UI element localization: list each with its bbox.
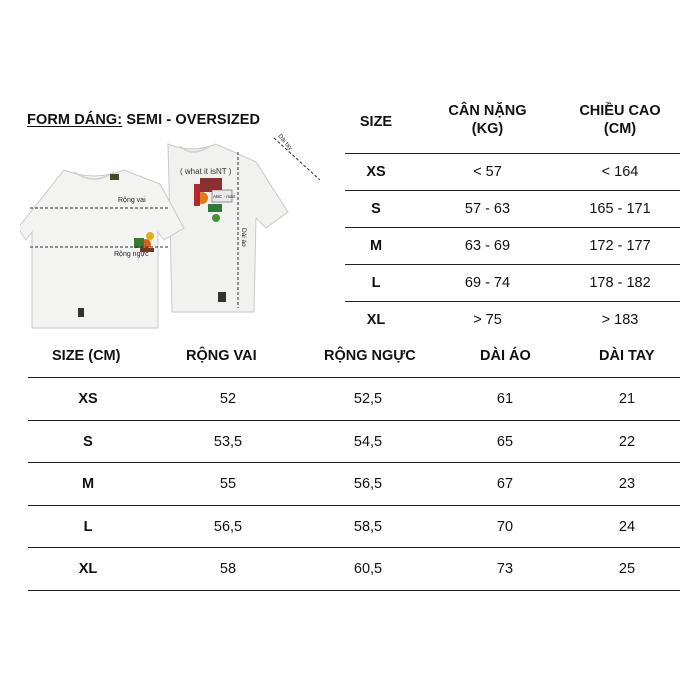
tshirt-illustration [20,132,320,342]
form-title [27,112,260,128]
length-cell: 73 [496,561,514,577]
sleeve-cell: 22 [618,433,636,450]
measurements-table [28,340,680,591]
table-row [28,463,680,506]
size-cell: M [369,238,383,254]
sleeve-cell: 21 [618,391,636,407]
height-header [560,102,680,138]
table-row [28,548,680,591]
chest-cell: 60,5 [353,561,383,577]
form-label: FORM DÁNG: [27,112,123,128]
chest-cell: 54,5 [353,433,383,450]
length-cell: 70 [496,518,514,535]
weight-cell: 63 - 69 [464,238,511,254]
measurements-header [28,340,680,378]
chest-header: RỘNG NGỰC [324,348,416,364]
table-row [28,506,680,549]
size-cell: L [83,518,93,535]
height-cell: > 183 [601,312,639,328]
size-cell: S [83,433,93,450]
sleeve-label: Dài tay [276,133,294,152]
height-cell: 172 - 177 [589,238,651,254]
size-table-header [345,95,680,154]
height-cell: 165 - 171 [589,201,651,217]
table-row [345,191,680,228]
height-header-line1: CHIỀU CAO [579,103,661,119]
length-cell: 65 [496,433,514,450]
size-header: SIZE [359,114,393,130]
size-cell: M [81,476,95,492]
shoulder-cell: 52 [219,391,237,407]
table-row [345,302,680,338]
length-cell: 67 [496,476,514,492]
front-tshirt [20,170,184,328]
table-row [345,228,680,265]
print-sign: ABC · mart [213,194,236,199]
size-cm-header: SIZE (CM) [52,348,121,364]
sleeve-cell: 24 [618,518,636,535]
size-cell: S [371,201,381,217]
length-label: Dài áo [240,228,247,247]
weight-header-line1: CÂN NẶNG [448,103,527,119]
form-value: SEMI - OVERSIZED [126,112,261,128]
chest-cell: 56,5 [353,476,383,492]
table-row [345,154,680,191]
size-cell: XS [366,164,386,180]
weight-header [430,102,545,138]
sleeve-header: DÀI TAY [599,348,655,364]
shoulder-cell: 58 [219,561,237,577]
size-cell: XL [78,561,98,577]
chest-cell: 52,5 [353,391,383,407]
size-cell: XS [78,391,98,407]
length-header: DÀI ÁO [480,348,531,364]
table-row [345,265,680,302]
chest-cell: 58,5 [353,518,383,535]
size-weight-height-table [345,95,680,338]
size-cell: XL [366,312,386,328]
weight-header-line2: (KG) [471,121,504,137]
chest-label: Rộng ngực [114,251,149,258]
weight-cell: > 75 [473,312,502,328]
sleeve-cell: 23 [618,476,636,492]
table-row [28,421,680,464]
height-header-line2: (CM) [603,121,637,137]
size-cell: L [371,275,381,291]
shoulder-header: RỘNG VAI [186,348,257,364]
height-cell: 178 - 182 [589,275,651,291]
height-cell: < 164 [601,164,639,180]
sleeve-cell: 25 [618,561,636,577]
shoulder-cell: 55 [219,476,237,492]
shoulder-label: Rộng vai [118,197,146,204]
length-cell: 61 [496,391,514,407]
weight-cell: < 57 [473,164,502,180]
shoulder-cell: 56,5 [213,518,243,535]
weight-cell: 57 - 63 [464,201,511,217]
print-text: ( what it isNT ) [180,167,232,176]
table-row [28,378,680,421]
back-tshirt [168,144,288,312]
shoulder-cell: 53,5 [213,433,243,450]
weight-cell: 69 - 74 [464,275,511,291]
